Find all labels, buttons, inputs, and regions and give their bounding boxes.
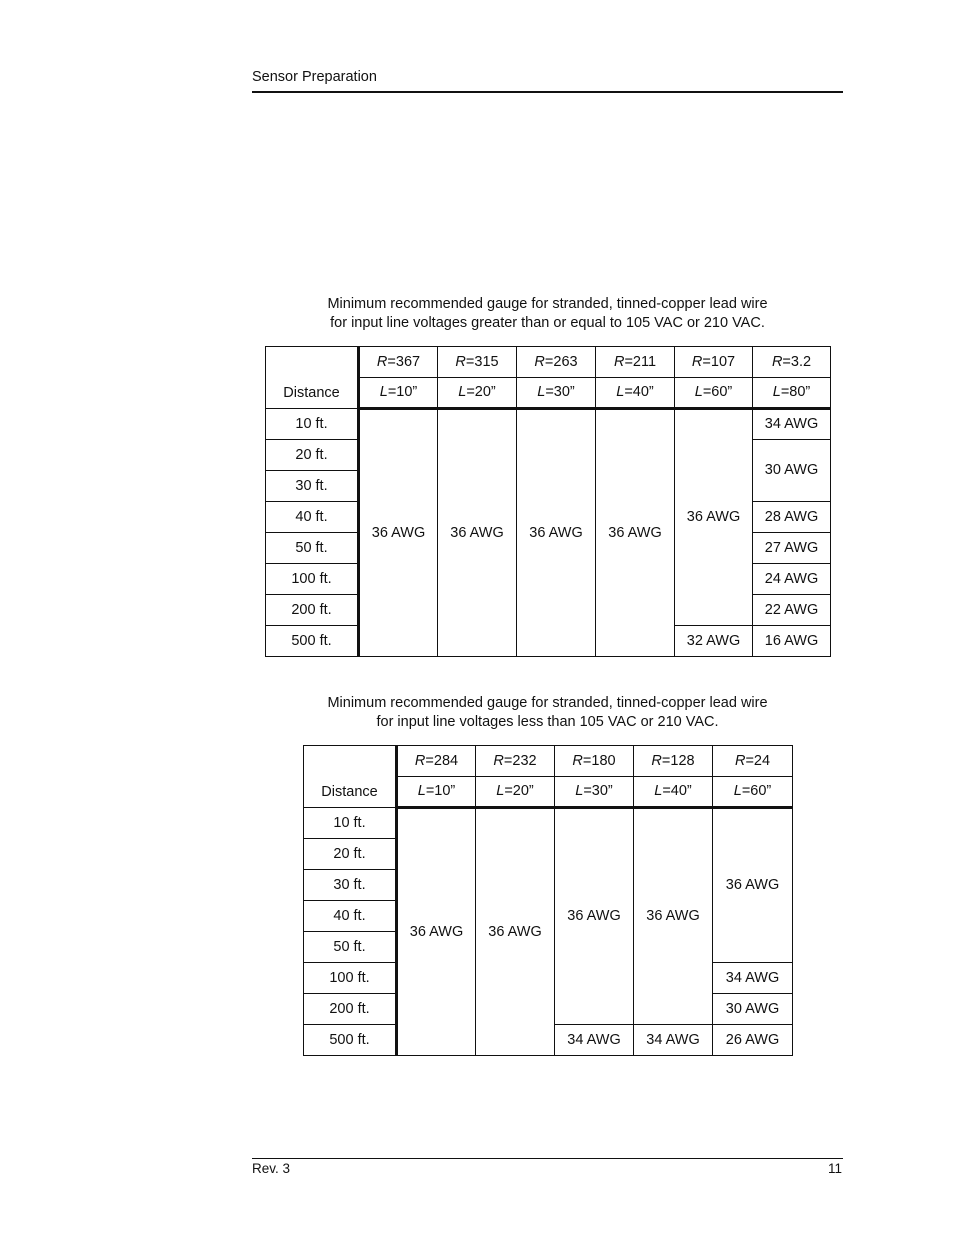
distance-cell: 40 ft. [266, 502, 359, 533]
r-value-cell: R=180 [555, 746, 634, 777]
distance-header: Distance [266, 347, 359, 409]
r-value-cell: R=128 [634, 746, 713, 777]
gauge-cell: 16 AWG [753, 626, 831, 657]
gauge-cell: 32 AWG [675, 626, 753, 657]
l-value-cell: L=80” [753, 378, 831, 409]
r-value-cell: R=211 [596, 347, 675, 378]
gauge-cell: 36 AWG [713, 808, 793, 963]
gauge-cell: 30 AWG [713, 994, 793, 1025]
table2-caption-line2: for input line voltages less than 105 VAC or 210 VAC. [376, 714, 719, 730]
r-value-cell: R=263 [517, 347, 596, 378]
distance-cell: 10 ft. [266, 409, 359, 440]
gauge-cell: 36 AWG [596, 409, 675, 657]
distance-cell: 30 ft. [266, 471, 359, 502]
l-value-cell: L=10” [359, 378, 438, 409]
l-value-cell: L=40” [596, 378, 675, 409]
gauge-cell: 36 AWG [397, 808, 476, 1056]
distance-cell: 30 ft. [304, 870, 397, 901]
gauge-cell: 36 AWG [438, 409, 517, 657]
gauge-cell: 27 AWG [753, 533, 831, 564]
distance-cell: 20 ft. [304, 839, 397, 870]
distance-cell: 40 ft. [304, 901, 397, 932]
l-value-cell: L=40” [634, 777, 713, 808]
gauge-table-high-voltage [265, 346, 831, 657]
page-number: 11 [827, 1161, 842, 1176]
l-value-cell: L=10” [397, 777, 476, 808]
page-header-title: Sensor Preparation [252, 69, 377, 85]
r-value-cell: R=315 [438, 347, 517, 378]
r-value-cell: R=24 [713, 746, 793, 777]
table-row [266, 409, 831, 440]
r-value-cell: R=367 [359, 347, 438, 378]
distance-header: Distance [304, 746, 397, 808]
gauge-cell: 36 AWG [675, 409, 753, 626]
gauge-cell: 36 AWG [517, 409, 596, 657]
table-row [266, 347, 831, 378]
distance-cell: 100 ft. [266, 564, 359, 595]
distance-cell: 200 ft. [304, 994, 397, 1025]
gauge-cell: 30 AWG [753, 440, 831, 502]
gauge-cell: 34 AWG [713, 963, 793, 994]
gauge-cell: 22 AWG [753, 595, 831, 626]
gauge-cell: 36 AWG [555, 808, 634, 1025]
footer-rule [252, 1158, 843, 1159]
l-value-cell: L=60” [675, 378, 753, 409]
table-row [304, 808, 793, 839]
distance-cell: 20 ft. [266, 440, 359, 471]
gauge-cell: 34 AWG [555, 1025, 634, 1056]
gauge-cell: 34 AWG [634, 1025, 713, 1056]
table1-caption [265, 295, 830, 333]
l-value-cell: L=30” [555, 777, 634, 808]
table2-caption [265, 694, 830, 732]
footer-revision: Rev. 3 [252, 1161, 291, 1176]
gauge-cell: 36 AWG [476, 808, 555, 1056]
gauge-cell: 28 AWG [753, 502, 831, 533]
distance-cell: 500 ft. [266, 626, 359, 657]
l-value-cell: L=30” [517, 378, 596, 409]
gauge-cell: 36 AWG [634, 808, 713, 1025]
gauge-cell: 36 AWG [359, 409, 438, 657]
gauge-table-low-voltage [303, 745, 793, 1056]
r-value-cell: R=284 [397, 746, 476, 777]
table1-caption-line1: Minimum recommended gauge for stranded, tinned-copper lead wire [327, 296, 768, 312]
l-value-cell: L=60” [713, 777, 793, 808]
l-value-cell: L=20” [476, 777, 555, 808]
gauge-cell: 24 AWG [753, 564, 831, 595]
r-value-cell: R=107 [675, 347, 753, 378]
distance-cell: 50 ft. [304, 932, 397, 963]
l-value-cell: L=20” [438, 378, 517, 409]
r-value-cell: R=232 [476, 746, 555, 777]
header-rule [252, 91, 843, 93]
r-value-cell: R=3.2 [753, 347, 831, 378]
table1-caption-line2: for input line voltages greater than or equal to 105 VAC or 210 VAC. [330, 315, 765, 331]
distance-cell: 100 ft. [304, 963, 397, 994]
distance-cell: 200 ft. [266, 595, 359, 626]
gauge-cell: 26 AWG [713, 1025, 793, 1056]
distance-cell: 500 ft. [304, 1025, 397, 1056]
distance-cell: 50 ft. [266, 533, 359, 564]
table-row [304, 746, 793, 777]
distance-cell: 10 ft. [304, 808, 397, 839]
gauge-cell: 34 AWG [753, 409, 831, 440]
table2-caption-line1: Minimum recommended gauge for stranded, tinned-copper lead wire [327, 695, 768, 711]
